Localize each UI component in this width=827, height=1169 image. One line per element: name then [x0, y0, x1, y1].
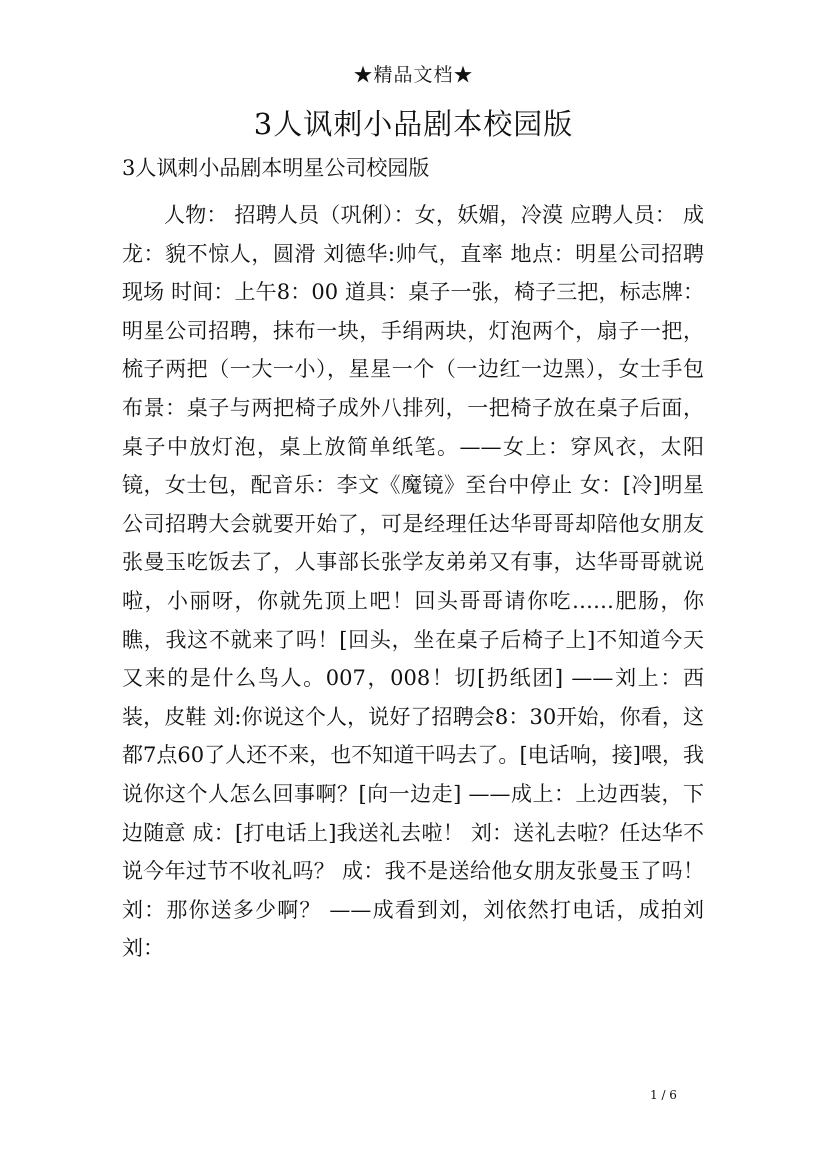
body-paragraph: 人物： 招聘人员（巩俐）：女，妖媚，冷漠 应聘人员： 成龙：貌不惊人，圆滑 刘德华:帅气，直率 地点：明星公司招聘现场 时间：上午8：00 道具：桌子一张，椅子三把，标志牌：明星公司招聘，抹布一块，手绢两块，灯泡两个，扇子一把，梳子两把（一大一小），星星一个（一边红一边黑），女士手包 布景：桌子与两把椅子成外八排列，一把椅子放在桌子后面，桌子中放灯泡，桌上放简单纸笔。——女上：穿风衣，太阳镜，女士包，配音乐：李文《魔镜》至台中停止 女：[冷]明星公司招聘大会就要开始了，可是经理任达华哥哥却陪他女朋友张曼玉吃饭去了，人事部长张学友弟弟又有事，达华哥哥就说啦，小丽呀，你就先顶上吧！回头哥哥请你吃……肥肠，你瞧，我这不就来了吗！[回头，坐在桌子后椅子上]不知道今天又来的是什么鸟人。007，008！切[扔纸团] ——刘上：西装，皮鞋 刘:你说这个人，说好了招聘会8：30开始，你看，这都7点60了人还不来，也不知道干吗去了。[电话响，接]喂，我说你这个人怎么回事啊？[向一边走] ——成上：上边西装，下边随意 成：[打电话上]我送礼去啦！ 刘：送礼去啦？任达华不说今年过节不收礼吗？ 成：我不是送给他女朋友张曼玉了吗！ 刘：那你送多少啊？ ——成看到刘，刘依然打电话，成拍刘 刘： — [122, 203, 704, 961]
header-mark: ★精品文档★ — [353, 64, 474, 86]
document-subtitle: 3人讽刺小品剧本明星公司校园版 — [122, 156, 430, 180]
page-number: 1 / 6 — [650, 1088, 677, 1102]
page-title: 3人讽刺小品剧本校园版 — [253, 107, 574, 141]
